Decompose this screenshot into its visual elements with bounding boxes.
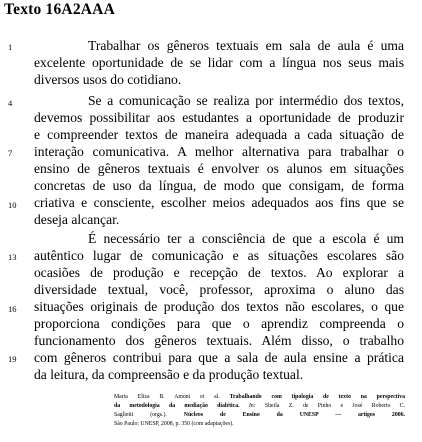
citation-line — [114, 402, 405, 410]
text-line: Se a comunicação se realiza por intermédio dos textos, — [88, 93, 404, 108]
citation-editors-cont: Saglietti (orgs.). — [114, 412, 167, 418]
line-number: 4 — [8, 98, 13, 108]
citation-in-label: In: — [248, 403, 256, 409]
text-line: É necessário ter a consciência de que a escola é um — [88, 231, 404, 246]
text-line: funcionamento dos gêneros textuais. Além disso, o trabalho — [34, 333, 404, 348]
citation-title: Trabalhando com tipologia de texto na perspectiva — [229, 394, 405, 400]
line-number: 13 — [8, 252, 17, 262]
text-line: interação comunicativa. A melhor alternativa para trabalhar o — [34, 144, 404, 159]
line-number: 16 — [8, 304, 17, 314]
citation-editors: Sheila Z. de Pinho e José Roberto C. — [264, 403, 405, 409]
text-line: diversidade textual, você, professor, aproxima o aluno das — [34, 282, 404, 297]
document-title: Texto 16A2AAA — [4, 1, 115, 18]
citation-publisher: São Paulo: UNESP, 2008, p. 350 (com adaptações). — [114, 421, 234, 427]
text-line: com gêneros contribui para que a sala de aula ensine a prática — [34, 350, 404, 365]
text-line: autêntico lugar de comunicação e as situações escolares são — [34, 248, 404, 263]
citation-line — [114, 393, 405, 401]
text-line: e compreender textos de maneira adequada a cada situação de — [34, 127, 404, 142]
line-number: 19 — [8, 354, 17, 364]
text-line: ensino de gêneros textuais é envolver os alunos em situações — [34, 161, 404, 176]
text-line: situações originais de produção dos textos não escolares, o que — [34, 299, 404, 314]
text-line: concretas de uso da língua, de modo que consigam, de forma — [34, 178, 404, 193]
citation-title-cont: da metodologia da mediação dialética. — [114, 403, 240, 409]
text-line: Trabalhar os gêneros textuais em sala de aula é uma — [88, 38, 404, 53]
text-line: ocasiões de produção e recepção de textos. Ao explorar a — [34, 265, 404, 280]
text-line: da leitura, da compreensão e da produção textual. — [34, 367, 304, 382]
text-line: diversos usos do cotidiano. — [34, 72, 182, 87]
line-number: 7 — [8, 148, 13, 158]
line-number: 10 — [8, 200, 17, 210]
text-line: excelente oportunidade de se lidar com a língua nos seus mais — [34, 55, 404, 70]
citation-authors: Maria Eliza B. Amoni et al. — [114, 394, 220, 400]
text-line: proporciona condições para que o aprendiz compreenda o — [34, 316, 404, 331]
line-number: 1 — [8, 42, 13, 52]
citation-source: Núcleos de Ensino da UNESP — artigos 2006. — [183, 412, 405, 418]
text-line: criativa e consciente, escolher meios adequados aos fins que se — [34, 195, 404, 210]
text-line: devemos possibilitar aos estudantes a oportunidade de produzir — [34, 110, 404, 125]
citation-line — [114, 411, 405, 419]
citation-line — [114, 420, 405, 428]
text-line: deseja alcançar. — [34, 212, 120, 227]
